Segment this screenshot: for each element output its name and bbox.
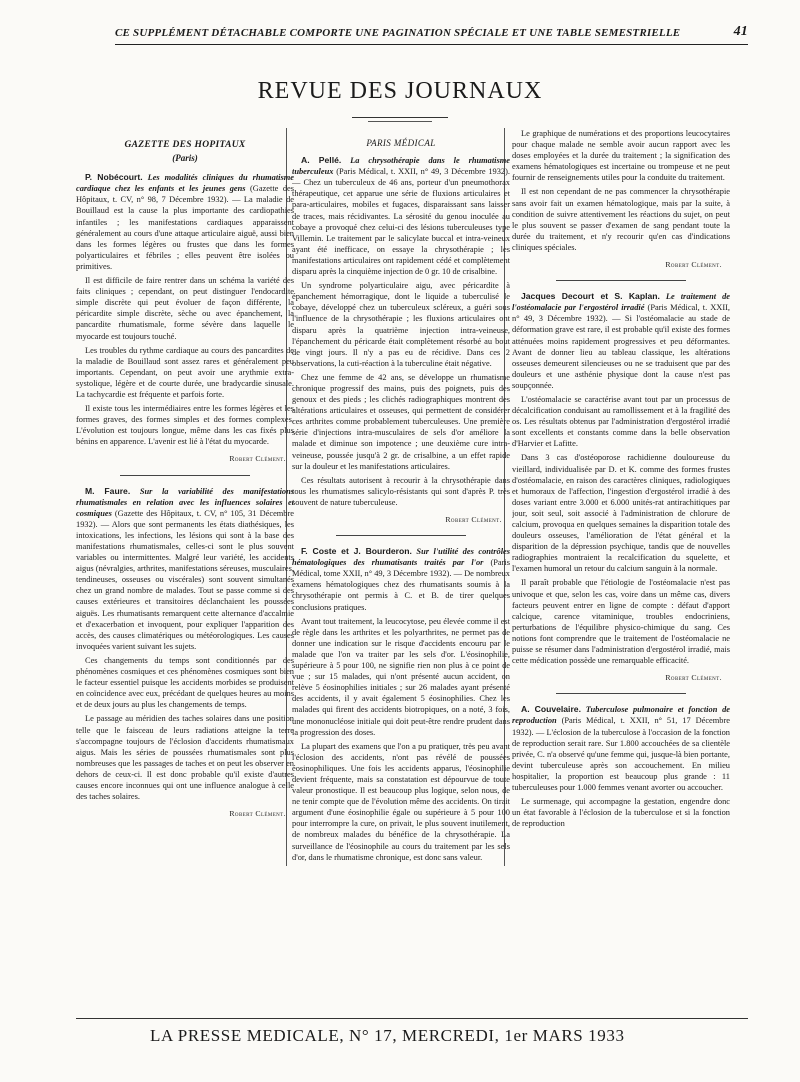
page-footer: LA PRESSE MEDICALE, N° 17, MERCREDI, 1er MARS 1933 [150,1026,625,1045]
article-title: Le traitement de l'ostéomalacie par l'ergostérol irradié [512,292,730,313]
running-header [115,22,748,45]
column-1 [76,128,294,868]
article-paragraph: Il est difficile de faire rentrer dans un schéma la variété des faits cliniques ; cependant, on peut distinguer l'endocardite simple discrète qui peut évoluer de façon différente, la péricardite simple discrète, sèche ou avec épanchement, la pancardite rhumatismale, forme sévère dans laquelle le myocarde est toujours touché. [76,276,294,341]
article-paragraph: Un syndrome polyarticulaire aigu, avec péricardite à épanchement hémorragique, dont le liquide a tuberculisé le cobaye, développé chez un tuberculeux scléreux, a guéri sous l'influence de la chrysothérapie ; les fluxions articulaires ont disparu après la quatrième injection intra-veineuse, l'épanchement du péricarde était complètement résorbé au bout de vingt jours. Il n'y a pas eu de récidive. Dans ces 2 observations, la cuti-réaction à la tuberculine était négative. [292,281,510,368]
article-signature: Robert Clément. [445,515,502,524]
article-author: A. Pellé. [301,155,342,166]
article-signature: Robert Clément. [229,454,286,464]
title-rule-short [368,121,432,122]
journal-city: (Paris) [172,153,198,164]
article-paragraph: Le passage au méridien des taches solaires dans une position telle que le faisceau de leurs radiations atteigne la terre s'accompagne toujours de l'éclosion d'accidents rhumatismaux aigus. Mais les séries de poussées rhumatismales sont plus nombreuses que les passages de taches et on peut les observer en dehors de ceux-ci. Il est donc probable qu'il existe d'autres causes encore inconnues qui ont une influence analogue à celle des taches solaires. [76,714,294,802]
column-3 [512,128,730,868]
article-title: Sur l'utilité des contrôles hématologiques des rhumatisants traités par l'or [292,547,510,568]
journal-title: PARIS MÉDICAL [366,138,436,148]
article-lead [76,486,294,652]
article-paragraph: Il existe tous les intermédiaires entre les formes légères et les formes graves, des formes simples et des formes complexes. L'évolution est toujours longue, même dans les cas fixés plus bénins en apparence. L'avenir est lié à l'état du myocarde. [76,404,294,447]
article-author: M. Faure. [85,485,131,496]
page-number: 41 [733,24,748,39]
article-signature: Robert Clément. [665,260,722,270]
article-author: F. Coste et J. Bourderon. [301,546,412,557]
article-reference: (Gazette des Hôpitaux, t. CV, n° 105, 31 Décembre 1932). — Alors que sont permanents les états diathésiques, les intoxications, les infections, les lésions qui sont à la base des manifestations rhumatismales, celles-ci sont le plus souvent variables ou intermittentes. Malgré leur variété, les accidents aigus (névralgies, arthrites, manifestations séreuses, musculaires, tendineuses, osseuses ou viscérales) sont souvent simultanés chez un grand nombre de malades. Tout se passe comme si des causes extérieures et transitoires déclanchaient les poussées aiguës. Les rhumatisants remarquent cette alternance d'accalmie et d'exacerbation et invoquent, pour expliquer l'apparition des accès, des causes climatériques ou météorologiques. Les causes invoquées varient suivant les sujets. [76,508,294,651]
article-paragraph: Le graphique de numérations et des proportions leucocytaires pour chaque malade ne semble avoir aucun rapport avec les doses employées et la durée du traitement ; la signification des examens hématologiques est incertaine ou trompeuse et ne peut fournir de renseignements utiles pour la conduite du traitement. [512,129,730,183]
running-title: CE SUPPLÉMENT DÉTACHABLE COMPORTE UNE PAGINATION SPÉCIALE ET UNE TABLE SEMESTRIELLE [115,27,681,39]
article-title: Sur la variabilité des manifestations rhumatismales en relation avec les influences solaires et cosmiques [76,486,294,518]
article-paragraph: Chez une femme de 42 ans, se développe un rhumatisme chronique progressif des mains, puis des poignets, puis des genoux et des pieds ; les clichés radiographiques montrent des altérations articulaires et osseuses, qui permettent de considérer ces arthrites comme probablement tuberculeuses. Une première série d'injections intra-musculaires de sels d'or améliore la malade et diminue son impotence ; une deuxième cure intra-veineuse, poussée jusqu'à 2 gr. de crisalbine, a un effet rapide sur la douleur et les manifestations articulaires. [292,372,510,471]
article-paragraph: La plupart des examens que l'on a pu pratiquer, très peu avant l'éclosion des accidents, n'ont pas révélé de poussées éosinophiliques. Une fois les accidents apparus, l'éosinophilie devient fréquente, mais sa constatation est dépourvue de toute valeur pronostique. Il est beaucoup plus logique, selon nous, de ne tenir compte que de l'évolution même des accidents. On tirait argument d'une éosinophilie égale ou supérieure à 5 pour 100 pour interrompre la cure, on privait, le plus souvent inutilement, de nombreux malades du bénéfice de la chrysothérapie. La surveillance de l'éosinophile au cours du traitement par les sels d'or, dans le rhumatisme chronique, est donc sans valeur. [292,741,510,862]
article-separator [556,280,687,281]
article-reference: (Paris Médical, t. XXII, n° 49, 3 Décembre 1932). — Si l'ostéomalacie au stade de déformation grave est rare, il est probable qu'il existe des formes atténuées moins rapidement progressives et peu déformantes. Avant de donner lieu au tableau classique, les altérations osseuses demeurent silencieuses ou ne se traduisent que par des douleurs et une asthénie physique dont la cause n'est pas soupçonnée. [512,303,730,390]
article-reference: (Gazette des Hôpitaux, t. CV, n° 98, 7 Décembre 1932). — La maladie de Bouillaud est la cause la plus importante des cardiopathies infantiles ; les manifestations cardiaques apparaissent généralement au cours d'une attaque articulaire aiguë, aussi bien dans les formes légères ou frustes que dans les formes polyarticulaires et fébriles ; elles peuvent être isolées ou primitives. [76,184,294,271]
article-reference: (Paris Médical, t. XXII, n° 51, 17 Décembre 1932). — L'éclosion de la tuberculose à l'occasion de la fonction de reproduction serait rare. Sur 1.800 accouchées de sa clientèle privée, C. n'a observé qu'une femme qui, jusque-là bien portante, devint tuberculeuse après son accouchement. En milieu hospitalier, la proportion est beaucoup plus grande : 11 tuberculeuses pour 1.000 femmes venant avorter ou accoucher. [512,716,730,792]
article-paragraph: L'ostéomalacie se caractérise avant tout par un processus de décalcification conduisant au ramollissement et à la fragilité des os. Les résultats obtenus par l'administration d'ergostérol irradié sont excellents et constants comme dans la belle observation d'Harvier et Lafitte. [512,394,730,449]
article-paragraph: Avant tout traitement, la leucocytose, peu élevée comme il est de règle dans les arthrites et les polyarthrites, ne permet pas de donner une indication sur le risque d'accidents encouru par le malade que l'on va traiter par les sels d'or. L'éosinophilie, supérieure à 5 pour 100, ne signifie rien non plus à ce point de vue ; sur 15 malades, qui n'ont présenté aucun accident, on relève 5 éosinophilies initiales ; sur 26 malades ayant présenté des accidents, il y avait également 5 éosinophilies. Chez les malades qui firent des accidents biotropiques, on a noté, 3 fois, une mononucléose initiale qui doit peut-être rendre prudent dans la progression des doses. [292,616,510,737]
article-paragraph: Les troubles du rythme cardiaque au cours des pancardites de la maladie de Bouillaud sont assez rares et généralement peu importants. Cependant, on peut avoir une arythmie extra-systolique, légère et de courte durée, une bradycardie sinusale. La tachycardie est fréquente et parfois forte. [76,345,294,399]
article-title: Tuberculose pulmonaire et fonction de reproduction [512,705,730,726]
article-lead [292,546,510,613]
article-signature: Robert Clément. [229,809,286,819]
article-signature: Robert Clément. [665,673,722,683]
article-reference: (Paris Médical, t. XXII, n° 49, 3 Décembre 1932). — Chez un tuberculeux de 46 ans, porteur d'un pneumothorax thérapeutique, cet apparue une série de fluxions articulaires et para-articulaires, mobiles et fugaces, disparaissant sans laisser de traces, mais récidivantes. La sérosité du genou inoculée au cobaye a provoqué chez celui-ci des lésions tuberculeuses type Villemin. Le traitement par le salicylate buccal et intra-veineux ayant été inefficace, on essaye la chrysothérapie ; les manifestations articulaires ont rapidement cédé et complètement disparu après la cinquième injection de 0 gr. 10 de crisalbine. [292,167,510,277]
article-paragraph: Ces résultats autorisent à recourir à la chrysothérapie dans tous les rhumatismes salicylo-résistants qui sont d'après P. très souvent de nature tuberculeuse. [292,475,510,507]
article-author: A. Couvelaire. [521,704,581,715]
article-separator [336,535,467,536]
article-lead [512,291,730,391]
section-title: REVUE DES JOURNAUX [257,78,543,104]
article-paragraph: Il est non cependant de ne pas commencer la chrysothérapie sans avoir fait un examen hématologique, mais par la suite, à condition de suivre attentivement les réactions du sujet, on peut le plus souvent se passer d'examen de sang pendant toute la durée du traitement, et n'y recourir qu'en cas d'indications cliniques spéciales. [512,187,730,252]
article-author: P. Nobécourt. [85,172,143,183]
article-paragraph: Il paraît probable que l'étiologie de l'ostéomalacie n'est pas univoque et que, selon les cas, voire dans un même cas, divers facteurs peuvent entrer en ligne de compte : défaut d'apport calcique, carence vitaminique, troubles endocriniens, perturbations de l'équilibre physico-chimique du sang. Ces notions font comprendre que le traitement de l'ostéomalacie ne puisse se résumer dans l'administration d'ergostérol irradié, mais cette médication possède une remarquable efficacité. [512,578,730,666]
article-lead [292,155,510,277]
article-title: Les modalités cliniques du rhumatisme cardiaque chez les enfants et les jeunes gens [76,173,294,194]
article-lead [76,172,294,272]
article-paragraph: Dans 3 cas d'ostéoporose rachidienne douloureuse du vieillard, individualisée par D. et K. comme des formes frustes d'ostéomalacie, en raison des caractères cliniques, radiologiques et humoraux de l'affection, l'ingestion d'ergostérol irradié à des doses variant entre 3.000 et 6.000 unités-rat antirachitiques par jour, soit seul, soit associé à l'administration de chlorure de calcium, provoqua en quelques semaines la disparition totale des douleurs osseuses, l'amélioration de l'état général et la disparition de la dépression psychique, tandis que de nouvelles radiographies montraient la recalcification du squelette, et l'examen humoral un retour du calcium sanguin à la normale. [512,453,730,574]
article-separator [556,693,687,694]
article-separator [120,475,251,476]
column-2 [292,128,510,868]
article-title: La chrysothérapie dans le rhumatisme tuberculeux [292,156,510,177]
journal-title: GAZETTE DES HOPITAUX [124,140,246,150]
article-lead [512,704,730,793]
article-paragraph: Ces changements du temps sont conditionnés par des phénomènes cosmiques et ces phénomènes cosmiques sont bien le facteur essentiel puisque les accidents morbides se produisent en coïncidence avec eux, précédant de quelques heures au moins et de deux jours au plus les changements de temps. [76,655,294,710]
article-paragraph: Le surmenage, qui accompagne la gestation, engendre donc un état favorable à l'éclosion de la tuberculose et si la fonction de reproduction [512,797,730,829]
footer-rule [76,1018,748,1019]
title-rule [352,117,448,118]
article-author: Jacques Decourt et S. Kaplan. [521,291,660,302]
article-reference: (Paris Médical, tome XXII, n° 49, 3 Décembre 1932). — De nombreux examens hématologiques chez des rhumatisants soumis à la chrysothérapie ont permis à C. et B. de tirer quelques conclusions pratiques. [292,558,510,612]
